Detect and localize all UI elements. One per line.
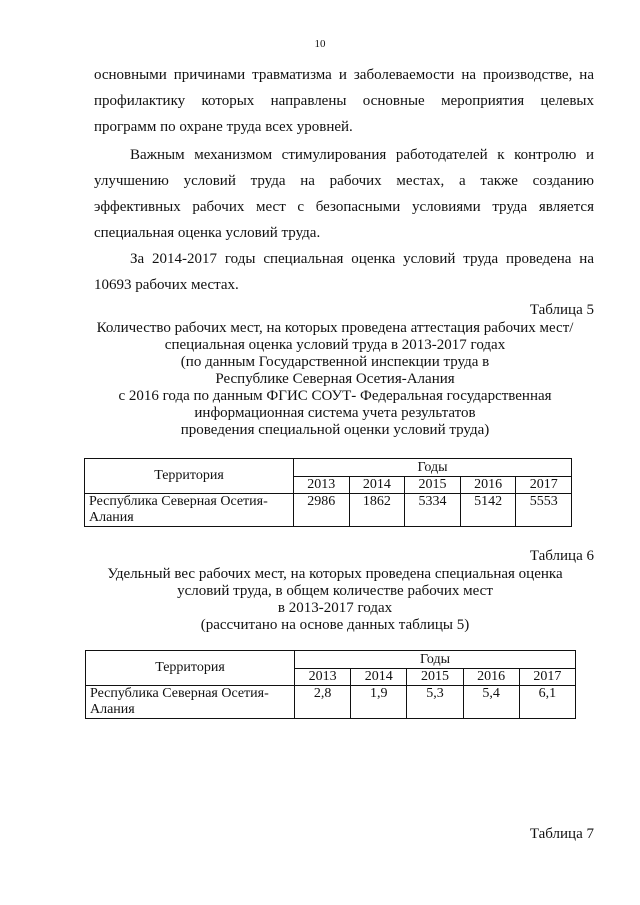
year-cell: 2016 — [460, 477, 516, 494]
caption-line: Удельный вес рабочих мест, на которых проведена специальная оценка — [107, 566, 563, 582]
year-cell: 2014 — [351, 669, 407, 686]
table-5-caption — [60, 320, 610, 439]
year-cell: 2015 — [405, 477, 461, 494]
year-cell: 2017 — [519, 669, 575, 686]
table-6-label: Таблица 6 — [529, 548, 594, 564]
caption-line: Республике Северная Осетия-Алания — [215, 371, 455, 387]
caption-line: специальная оценка условий труда в 2013-2017 годах — [164, 337, 506, 353]
caption-line: условий труда, в общем количестве рабочих мест — [177, 583, 493, 599]
year-cell: 2013 — [294, 477, 350, 494]
value-cell: 5,4 — [463, 686, 519, 719]
caption-line: проведения специальной оценки условий труда) — [180, 422, 490, 438]
years-header: Годы — [294, 459, 572, 477]
region-cell: Республика Северная Осетия-Алания — [86, 686, 295, 719]
table-6-caption — [60, 566, 610, 634]
caption-line: информационная система учета результатов — [194, 405, 476, 421]
value-cell: 5334 — [405, 494, 461, 527]
caption-line: (рассчитано на основе данных таблицы 5) — [200, 617, 470, 633]
territory-header: Территория — [86, 651, 295, 686]
value-cell: 5553 — [516, 494, 572, 527]
caption-line: (по данным Государственной инспекции труда в — [180, 354, 490, 370]
table-5-label: Таблица 5 — [529, 302, 594, 318]
table-7-label: Таблица 7 — [529, 826, 594, 842]
table-row — [85, 494, 572, 527]
value-cell: 5,3 — [407, 686, 463, 719]
value-cell: 2,8 — [295, 686, 351, 719]
year-cell: 2014 — [349, 477, 405, 494]
paragraph-mechanism: Важным механизмом стимулирования работодателей к контролю и улучшению условий труда на рабочих местах, а также созданию эффективных рабочих мест с безопасными условиями труда является специальная оценка условий труда. — [94, 147, 594, 241]
year-cell: 2016 — [463, 669, 519, 686]
year-cell: 2013 — [295, 669, 351, 686]
table-header-row — [86, 651, 576, 669]
years-header: Годы — [295, 651, 576, 669]
table-header-row — [85, 459, 572, 477]
year-cell: 2017 — [516, 477, 572, 494]
territory-header: Территория — [85, 459, 294, 494]
value-cell: 1,9 — [351, 686, 407, 719]
value-cell: 1862 — [349, 494, 405, 527]
value-cell: 5142 — [460, 494, 516, 527]
value-cell: 2986 — [294, 494, 350, 527]
paragraph-causes: основными причинами травматизма и заболеваемости на производстве, на профилактику которых направлены основные мероприятия целевых программ по охране труда всех уровней. — [94, 67, 594, 135]
value-cell: 6,1 — [519, 686, 575, 719]
table-6 — [85, 650, 576, 719]
year-cell: 2015 — [407, 669, 463, 686]
caption-line: Количество рабочих мест, на которых проведена аттестация рабочих мест/ — [96, 320, 574, 336]
caption-line: с 2016 года по данным ФГИС СОУТ- Федеральная государственная — [118, 388, 552, 404]
table-row — [86, 686, 576, 719]
caption-line: в 2013-2017 годах — [277, 600, 393, 616]
paragraph-summary: За 2014-2017 годы специальная оценка условий труда проведена на 10693 рабочих местах. — [94, 251, 594, 293]
region-cell: Республика Северная Осетия-Алания — [85, 494, 294, 527]
page-number: 10 — [314, 38, 326, 50]
table-5 — [84, 458, 572, 527]
